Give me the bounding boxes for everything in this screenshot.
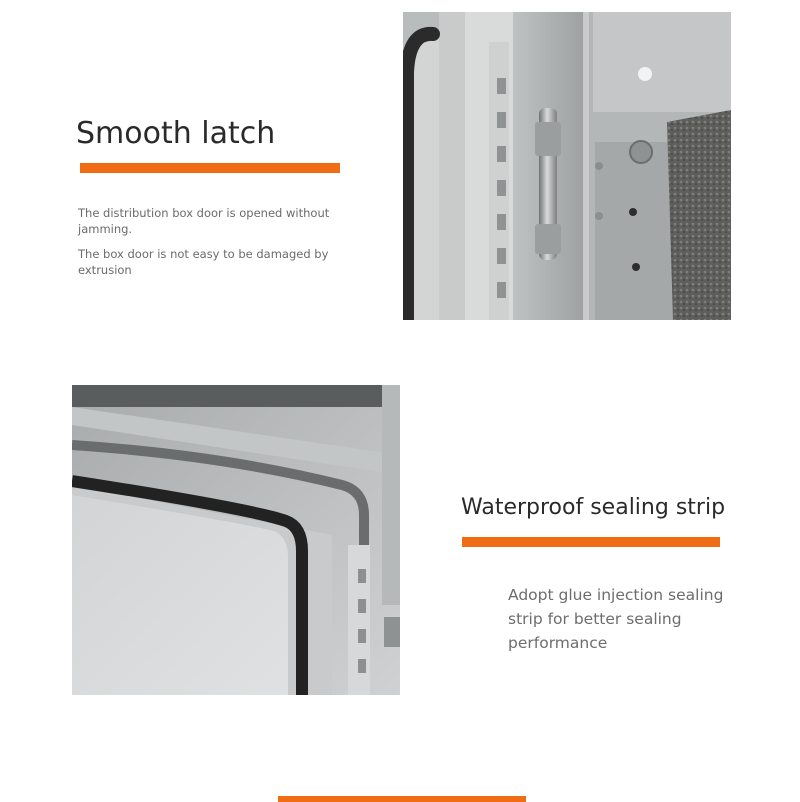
feature-description: Adopt glue injection sealing strip for better sealing performance bbox=[508, 586, 724, 652]
accent-underline bbox=[278, 796, 526, 802]
feature-title-smooth-latch: Smooth latch bbox=[76, 116, 276, 151]
feature-description: The box door is not easy to be damaged by extrusion bbox=[78, 247, 329, 277]
feature-description: The distribution box door is opened without jamming. bbox=[78, 206, 330, 236]
feature-title-waterproof-sealing-strip: Waterproof sealing strip bbox=[461, 495, 726, 520]
hinge-latch-photo bbox=[403, 12, 731, 320]
sealing-strip-photo bbox=[72, 385, 400, 695]
accent-underline bbox=[80, 163, 340, 173]
accent-underline bbox=[462, 537, 720, 547]
